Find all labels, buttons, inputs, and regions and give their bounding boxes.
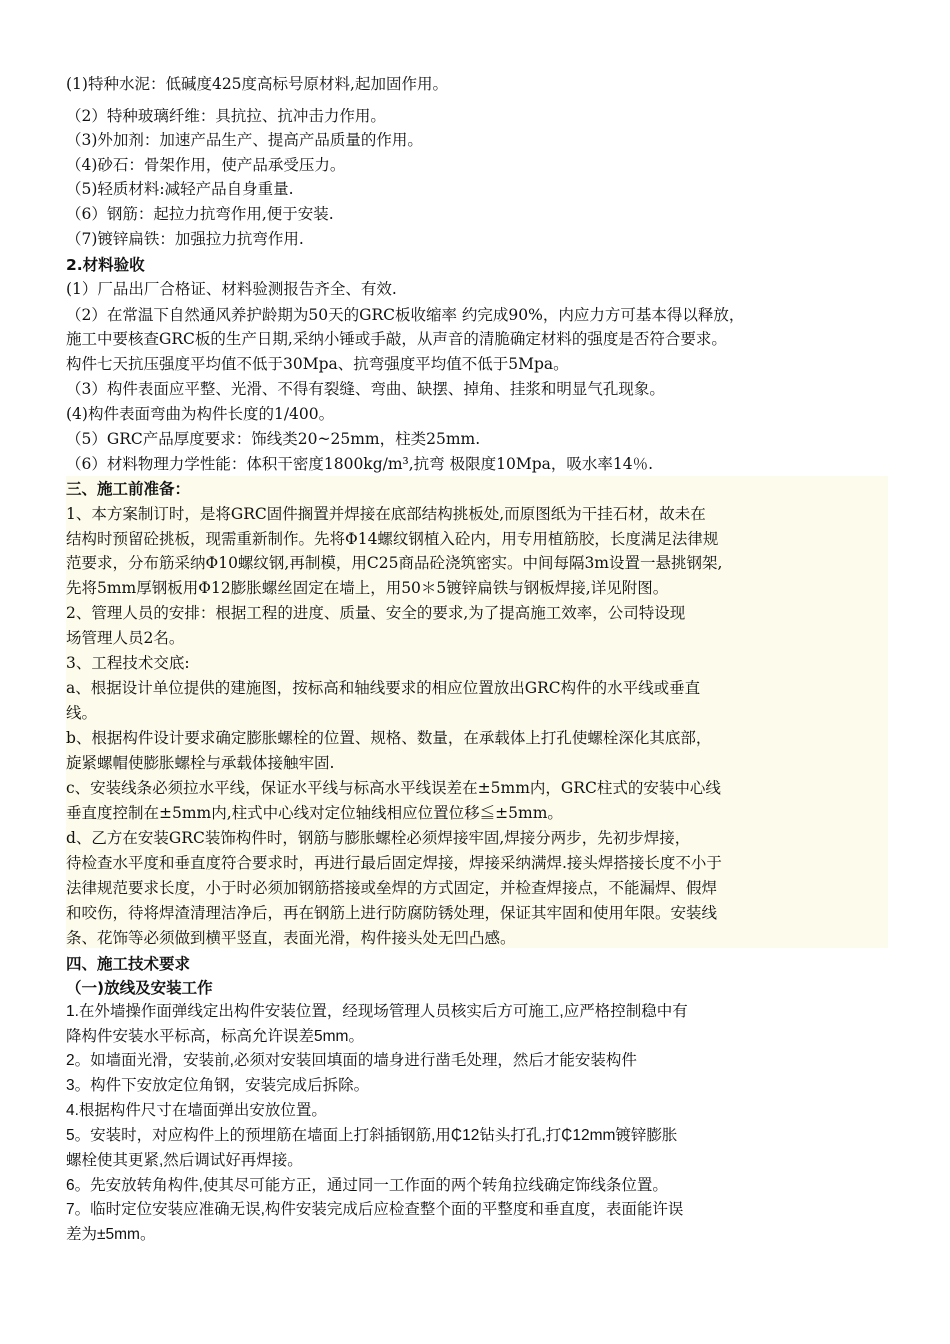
text-line: 法律规范要求长度，小于时必须加钢筋搭接或垒焊的方式固定，并检查焊接点，不能漏焊、假焊 xyxy=(66,879,718,897)
text-line: （3）构件表面应平整、光滑、不得有裂缝、弯曲、缺摆、掉角、挂浆和明显气孔现象。 xyxy=(66,380,665,398)
text-line: 旋紧螺帽使膨胀螺栓与承载体接触牢固. xyxy=(66,754,335,772)
text-line: 6。先安放转角构件,使其尽可能方正，通过同一工作面的两个转角拉线确定饰线条位置。 xyxy=(66,1177,668,1194)
text-line: 5。安装时，对应构件上的预埋筋在墙面上打斜插钢筋,用₵12钻头打孔,打₵12mm镀锌膨胀 xyxy=(66,1127,678,1144)
text-line: 先将5mm厚钢板用Φ12膨胀螺丝固定在墙上，用50＊5镀锌扁铁与钢板焊接,详见附图。 xyxy=(66,579,669,597)
section-heading: 三、施工前准备： xyxy=(66,480,191,498)
text-line: 和咬伤，待将焊渣清理洁净后，再在钢筋上进行防腐防锈处理，保证其牢固和使用年限。安装线 xyxy=(66,904,718,922)
text-line: 差为±5mm。 xyxy=(66,1226,156,1243)
text-line: （6）材料物理力学性能：体积干密度1800kg/m³,抗弯 极限度10Mpa，吸水率14％. xyxy=(66,455,654,473)
text-line: （4)砂石：骨架作用，使产品承受压力。 xyxy=(66,156,346,174)
text-line: 场管理人员2名。 xyxy=(66,629,185,647)
text-line: 3、工程技术交底: xyxy=(66,654,190,672)
text-line: 结构时预留砼挑板，现需重新制作。先将Φ14螺纹钢植入砼内，用专用植筋胶，长度满足法律规 xyxy=(66,530,719,548)
text-line: 线。 xyxy=(66,704,98,722)
text-line: 4.根据构件尺寸在墙面弹出安放位置。 xyxy=(66,1102,327,1119)
text-line: d、乙方在安装GRC装饰构件时，钢筋与膨胀螺栓必须焊接牢固,焊接分两步，先初步焊接， xyxy=(66,829,691,847)
text-line: a、根据设计单位提供的建施图，按标高和轴线要求的相应位置放出GRC构件的水平线或垂直 xyxy=(66,679,701,697)
text-line: (1)特种水泥：低碱度425度高标号原材料,起加固作用。 xyxy=(66,75,448,93)
text-line: 螺栓使其更紧,然后调试好再焊接。 xyxy=(66,1152,303,1169)
text-line: 垂直度控制在±5mm内,柱式中心线对定位轴线相应位置位移≦±5mm。 xyxy=(66,804,563,822)
text-line: （7)镀锌扁铁：加强拉力抗弯作用. xyxy=(66,230,304,248)
text-line: 2。如墙面光滑，安装前,必须对安装回填面的墙身进行凿毛处理，然后才能安装构件 xyxy=(66,1052,637,1069)
text-line: 施工中要核查GRC板的生产日期,采纳小锤或手敲，从声音的清脆确定材料的强度是否符合要求。 xyxy=(66,330,727,348)
text-line: b、根据构件设计要求确定膨胀螺栓的位置、规格、数量，在承载体上打孔使螺栓深化其底部， xyxy=(66,729,712,747)
text-line: 条、花饰等必须做到横平竖直，表面光滑，构件接头处无凹凸感。 xyxy=(66,929,516,947)
text-line: 7。临时定位安装应准确无误,构件安装完成后应检查整个面的平整度和垂直度，表面能许误 xyxy=(66,1201,684,1218)
section-heading: 2.材料验收 xyxy=(66,256,145,274)
text-line: 3。构件下安放定位角钢，安装完成后拆除。 xyxy=(66,1077,370,1094)
text-line: c、安装线条必须拉水平线，保证水平线与标高水平线误差在±5mm内，GRC柱式的安装中心线 xyxy=(66,779,721,797)
section-heading: 四、施工技术要求 xyxy=(66,955,191,973)
text-line: (4)构件表面弯曲为构件长度的1/400。 xyxy=(66,405,335,423)
text-line: 1.在外墙操作面弹线定出构件安装位置，经现场管理人员核实后方可施工,应严格控制稳中有 xyxy=(66,1003,688,1020)
text-line: 2、管理人员的安排：根据工程的进度、质量、安全的要求,为了提高施工效率，公司特设现 xyxy=(66,604,686,622)
text-line: 待检查水平度和垂直度符合要求时，再进行最后固定焊接，焊接采纳满焊.接头焊搭接长度不小于 xyxy=(66,854,722,872)
text-line: (1）厂品出厂合格证、材料验测报告齐全、有效. xyxy=(66,280,397,298)
text-line: （2）特种玻璃纤维：具抗拉、抗冲击力作用。 xyxy=(66,107,386,125)
text-line: （3)外加剂：加速产品生产、提高产品质量的作用。 xyxy=(66,131,423,149)
text-line: 降构件安装水平标高，标高允许误差5mm。 xyxy=(66,1028,364,1045)
text-line: （6）钢筋：起拉力抗弯作用,便于安装. xyxy=(66,205,334,223)
text-line: （2）在常温下自然通风养护龄期为50天的GRC板收缩率 约完成90%，内应力方可基本得以释放， xyxy=(66,306,745,324)
text-line: 范要求，分布筋采纳Φ10螺纹钢,再制模，用C25商品砼浇筑密实。中间每隔3m设置一悬挑钢架, xyxy=(66,554,723,572)
text-line: 构件七天抗压强度平均值不低于30Mpa、抗弯强度平均值不低于5Mpa。 xyxy=(66,355,569,373)
text-line: （5)轻质材料:减轻产品自身重量. xyxy=(66,180,294,198)
text-line: 1、本方案制订时，是将GRC固件搁置并焊接在底部结构挑板处,而原图纸为干挂石材，故未在 xyxy=(66,505,706,523)
text-line: （5）GRC产品厚度要求：饰线类20~25mm，柱类25mm. xyxy=(66,430,481,448)
subsection-heading: （一)放线及安装工作 xyxy=(66,979,213,997)
